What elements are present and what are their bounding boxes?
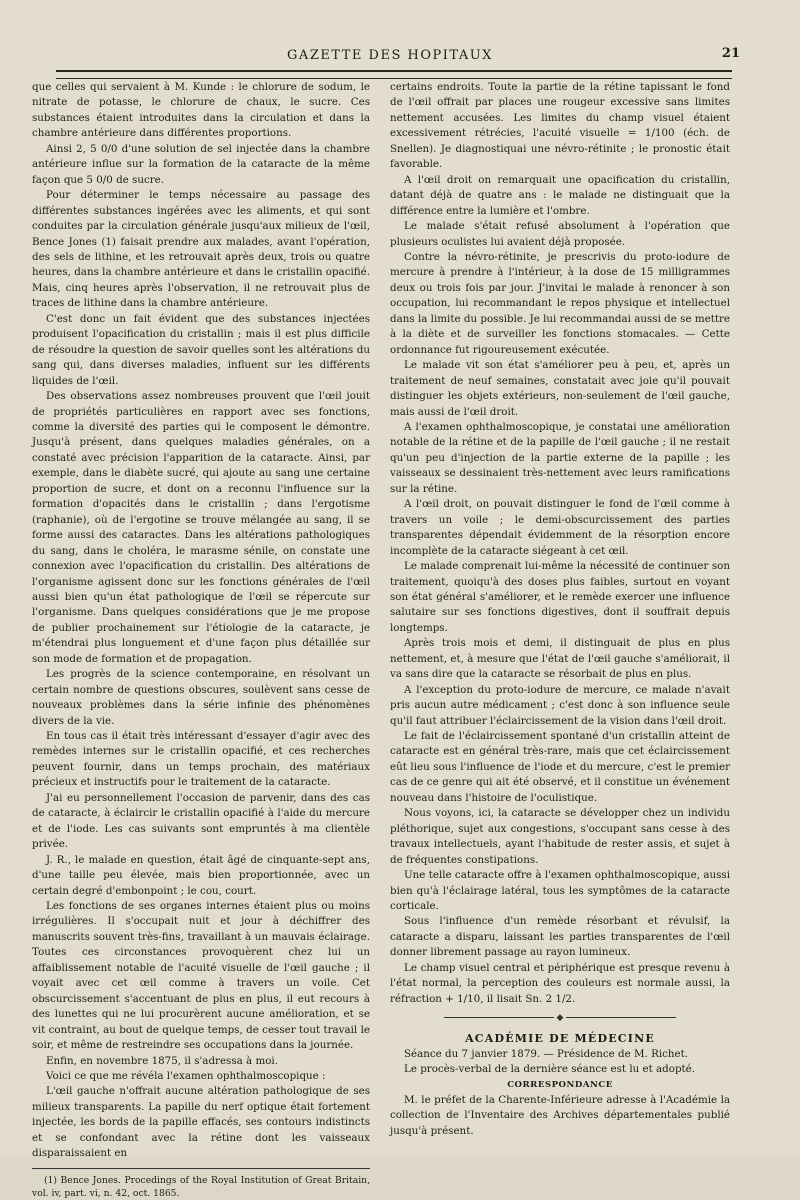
footnote-rule bbox=[32, 1168, 370, 1169]
running-title: GAZETTE DES HOPITAUX bbox=[287, 48, 493, 63]
paragraph: Le fait de l'éclaircissement spontané d'un cristallin atteint de cataracte est en général très-rare, mais que cet éclaircissement eût lieu sous l'influence de l'iode et du mercure, c'est le premier cas de ce genre qui ait été observé, et il constitue un événement nouveau dans l'histoire de l'oculistique. bbox=[390, 730, 730, 804]
paragraph: Après trois mois et demi, il distinguait de plus en plus nettement, et, à mesure que l'état de l'œil gauche s'améliorait, il va sans dire que la cataracte se résorbait de plus en plus. bbox=[390, 637, 730, 681]
paragraph: certains endroits. Toute la partie de la rétine tapissant le fond de l'œil offrait par places une rougeur excessive sans limites nettement accusées. Les limites du champ visuel étaient excessivement rétrécies, l'acuité visuelle = 1/100 (éch. de Snellen). Je diagnostiquai une névro-rétinite ; le pronostic était favorable. bbox=[390, 81, 730, 171]
paragraph: Les fonctions de ses organes internes étaient plus ou moins irrégulières. Il s'occupait nuit et jour à déchiffrer des manuscrits souvent très-fins, travaillant à un mauvais éclairage. Toutes ces circonstances provoquèrent chez lui un affaiblissement notable de l'acuité visuelle de l'œil gauche ; il voyait avec cet œil comme à travers un voile. Cet obscurcissement s'accentuant de plus en plus, il eut recours à des lunettes qui ne lui procurèrent aucune amélioration, et se vit contraint, au bout de quelque temps, de cesser tout travail le soir, et même de restreindre ses occupations dans la journée. bbox=[32, 900, 370, 1052]
paragraph: A l'œil droit on remarquait une opacification du cristallin, datant déjà de quatre ans : le malade ne distinguait que la différence entre la lumière et l'ombre. bbox=[390, 173, 730, 217]
section-separator: ◆ bbox=[390, 1013, 730, 1023]
paragraph: Voici ce que me révéla l'examen ophthalmoscopique : bbox=[46, 1070, 326, 1082]
page-number: 21 bbox=[721, 46, 740, 61]
paragraph: Ainsi 2, 5 0/0 d'une solution de sel injectée dans la chambre antérieure influe sur la formation de la cataracte de la même façon que 5 0/0 de sucre. bbox=[32, 142, 370, 186]
paragraph: L'œil gauche n'offrait aucune altération pathologique de ses milieux transparents. La papille du nerf optique était fortement injectée, les bords de la papille effacés, ses contours indistincts et se confondant avec la rétine dont les vaisseaux disparaissaient en bbox=[32, 1085, 370, 1160]
paragraph: Enfin, en novembre 1875, il s'adressa à moi. bbox=[46, 1054, 278, 1067]
paragraph: Nous voyons, ici, la cataracte se développer chez un individu pléthorique, sujet aux congestions, s'occupant sans cesse à des travaux intellectuels, ayant l'habitude de rester assis, et sujet à de fréquentes constipations. bbox=[390, 807, 730, 866]
paragraph: En tous cas il était très intéressant d'essayer d'agir avec des remèdes internes sur le cristallin opacifié, et ces recherches peuvent fournir, dans un temps prochain, des matériaux précieux et instructifs pour le traitement de la cataracte. bbox=[32, 730, 370, 789]
right-column bbox=[390, 80, 730, 1139]
correspondence-title: CORRESPONDANCE bbox=[507, 1079, 613, 1090]
paragraph: Des observations assez nombreuses prouvent que l'œil jouit de propriétés particulières en rapport avec ses fonctions, comme la diversité des parties qui le composent le démontre. Jusqu'à présent, dans quelques maladies générales, on a constaté avec précision l'apparition de la cataracte. Ainsi, par exemple, dans le diabète sucré, qui ajoute au sang une certaine proportion de sucre, et dont on a reconnu l'influence sur la formation d'opacités dans le cristallin ; dans l'ergotisme (raphanie), où de l'ergotine se trouve mélangée au sang, il se forme aussi des cataractes. Dans les altérations pathologiques du sang, dans le choléra, le marasme sénile, on constate une connexion avec l'opacification du cristallin. Des altérations de l'organisme agissent donc sur les fonctions générales de l'œil aussi bien qu'un état pathologique de l'œil se répercute sur l'organisme. Dans quelques considérations que je me propose de publier prochainement sur l'étiologie de la cataracte, je m'étendrai plus longuement et d'une façon plus détaillée sur son mode de formation et de propagation. bbox=[32, 390, 370, 665]
paragraph: Sous l'influence d'un remède résorbant et révulsif, la cataracte a disparu, laissant les parties transparentes de l'œil donner librement passage au rayon lumineux. bbox=[390, 915, 730, 959]
paragraph: J'ai eu personnellement l'occasion de parvenir, dans des cas de cataracte, à éclaircir le cristallin opacifié à l'aide du mercure et de l'iode. Les cas suivants sont empruntés à ma clientèle privée. bbox=[32, 791, 370, 851]
paragraph: Le champ visuel central et périphérique est presque revenu à l'état normal, la perception des couleurs est normale aussi, la réfraction + 1/10, il lisait Sn. 2 1/2. bbox=[390, 961, 730, 1005]
paragraph: J. R., le malade en question, était âgé de cinquante-sept ans, d'une taille peu élevée, mais bien proportionnée, avec un certain degré d'embonpoint ; le cou, court. bbox=[32, 853, 370, 897]
paragraph: M. le préfet de la Charente-Inférieure adresse à l'Académie la collection de l'Inventaire des Archives départementales publié jusqu'à présent. bbox=[390, 1094, 730, 1137]
paragraph: A l'examen ophthalmoscopique, je constatai une amélioration notable de la rétine et de la papille de l'œil gauche ; il ne restait qu'un peu d'injection de la partie externe de la papille ; les vaisseaux se dessinaient très-nettement avec leurs ramifications sur la rétine. bbox=[390, 420, 730, 495]
page-header bbox=[40, 44, 740, 66]
header-rule bbox=[56, 70, 732, 79]
paragraph: Pour déterminer le temps nécessaire au passage des différentes substances ingérées avec les aliments, et qui sont conduites par la circulation générale jusqu'aux milieux de l'œil, Bence Jones (1) faisait prendre aux malades, avant l'opération, des sels de lithine, et les retrouvait après deux, trois ou quatre heures, dans la chambre antérieure et dans le cristallin opacifié. Mais, cinq heures après l'observation, il ne retrouvait plus de traces de lithine dans la chambre antérieure. bbox=[32, 189, 370, 310]
paragraph: A l'œil droit, on pouvait distinguer le fond de l'œil comme à travers un voile ; le demi-obscurcissement des parties transparentes dépendait évidemment de la résorption encore incomplète de la cataracte siégeant à cet œil. bbox=[390, 498, 730, 557]
paragraph: Le malade comprenait lui-même la nécessité de continuer son traitement, quoiqu'à des doses plus faibles, surtout en voyant son état général s'améliorer, et le remède exercer une influence salutaire sur ses fonctions digestives, dont il souffrait depuis longtemps. bbox=[390, 560, 730, 634]
left-column bbox=[32, 80, 370, 1200]
paragraph: C'est donc un fait évident que des substances injectées produisent l'opacification du cristallin ; mais il est plus difficile de résoudre la question de savoir quelles sont les altérations du sang qui, dans diverses maladies, influent sur les différents liquides de l'œil. bbox=[32, 312, 370, 387]
footnote: (1) Bence Jones. Procedings of the Royal Institution of Great Britain, vol. iv, part. vi, n. 42, oct. 1865. bbox=[32, 1174, 370, 1199]
paragraph: Le malade s'était refusé absolument à l'opération que plusieurs oculistes lui avaient déjà proposée. bbox=[390, 220, 730, 248]
paragraph: Une telle cataracte offre à l'examen ophthalmoscopique, aussi bien qu'à l'éclairage latéral, tous les symptômes de la cataracte corticale. bbox=[390, 869, 730, 913]
paragraph: que celles qui servaient à M. Kunde : le chlorure de sodum, le nitrate de potasse, le chlorure de chaux, le sucre. Ces substances étaient introduites dans la circulation et dans la chambre antérieure dans différentes proportions. bbox=[32, 81, 370, 140]
paragraph: Le malade vit son état s'améliorer peu à peu, et, après un traitement de neuf semaines, constatait avec joie qu'il pouvait distinguer les objets extérieurs, non-seulement de l'œil gauche, mais aussi de l'œil droit. bbox=[390, 359, 730, 418]
minutes-line: Le procès-verbal de la dernière séance est lu et adopté. bbox=[404, 1063, 696, 1076]
paragraph: Contre la névro-rétinite, je prescrivis du proto-iodure de mercure à prendre à l'intérieur, à la dose de 15 milligrammes deux ou trois fois par jour. J'invitai le malade à renoncer à son occupation, lui recommandant le repos physique et intellectuel dans la limite du possible. Je lui recommandai aussi de se mettre à la diète et de surveiller les fonctions stomacales. — Cette ordonnance fut rigoureusement exécutée. bbox=[390, 250, 730, 356]
paragraph: Les progrès de la science contemporaine, en résolvant un certain nombre de questions obscures, soulèvent sans cesse de nouveaux problèmes dans la série infinie des phénomènes divers de la vie. bbox=[32, 668, 370, 727]
paragraph: A l'exception du proto-iodure de mercure, ce malade n'avait pris aucun autre médicament ; c'est donc à son influence seule qu'il faut attribuer l'éclaircissement de la vision dans l'œil droit. bbox=[390, 683, 730, 727]
session-line: Séance du 7 janvier 1879. — Présidence de M. Richet. bbox=[404, 1047, 689, 1060]
section-title: ACADÉMIE DE MÉDECINE bbox=[465, 1032, 655, 1046]
